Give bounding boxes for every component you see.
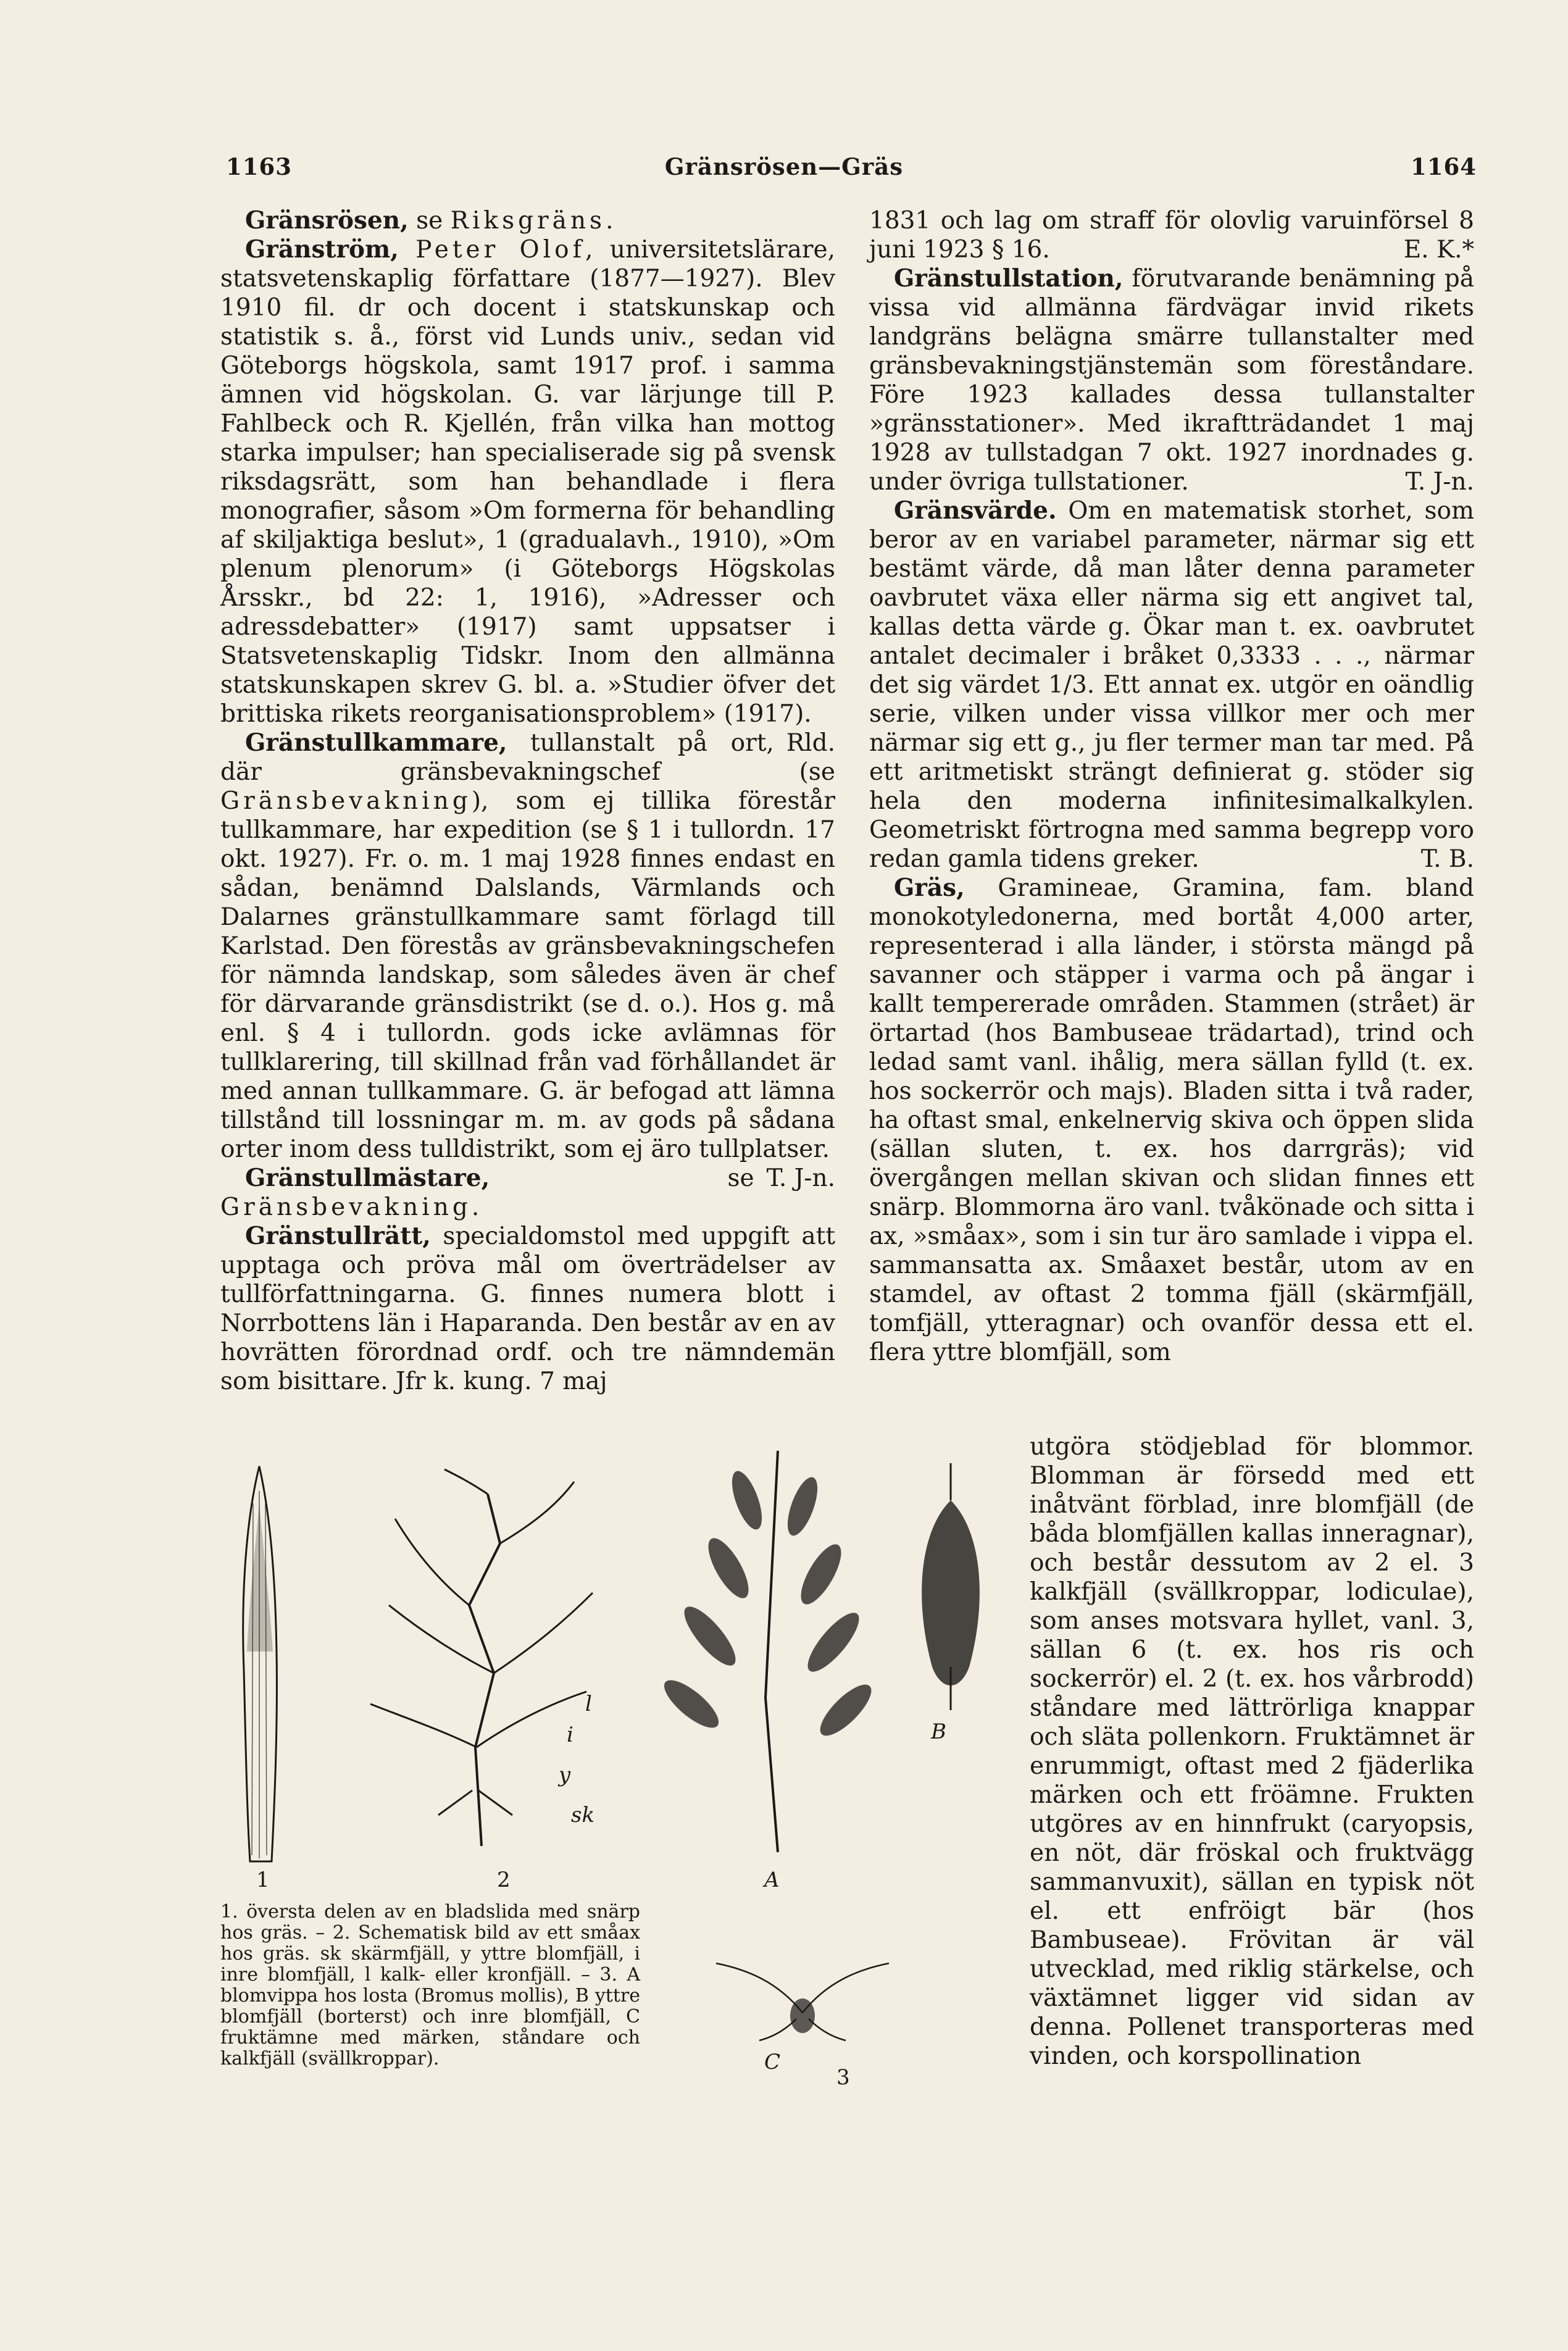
entry-text: förutvarande benämning på vissa vid allmänna färdvägar invid rikets landgräns belägna smärre tullanstalter med gränsbevakningstjänstemän som föreståndare. Före 1923 kallades dessa tullanstalter »gränsstationer». Med ikraftträdandet 1 maj 1928 av tullstadgan 7 okt. 1927 inordnades g. under övriga tullstationer. xyxy=(869,265,1474,496)
label-C: C xyxy=(764,2050,781,2074)
entry-text xyxy=(431,1222,443,1250)
entry-text: ), som ej tillika förestår tullkammare, har expedition (se § 1 i tullordn. 17 okt. 1927). Fr. o. m. 1 maj 1928 finnes endast en sådan, benämnd Dalslands, Värmlands och Dalarnes gränstullkammare samt förlagd till Karlstad. Den förestås av gränsbevakningschefen för nämnda landskap, som således även är chef för därvarande gränsdistrikt (se d. o.). Hos g. må enl. § 4 i tullordn. gods icke avlämnas för tullklarering, till skillnad från vad förhållandet är med annan tullkammare. G. är befogad att lämna tillstånd till lossningar m. m. av gods på sådana orter inom dess tulldistrikt, som ej äro tullplatser. xyxy=(220,787,835,1163)
entry-text xyxy=(1057,497,1069,525)
page-number-left: 1163 xyxy=(226,153,292,180)
entry-text: . xyxy=(606,207,614,235)
entry-text: se xyxy=(408,207,451,235)
entry-text xyxy=(1123,265,1132,293)
entry-text xyxy=(399,236,415,264)
floret-illustration xyxy=(895,1463,1006,1710)
spikelet-schematic-illustration xyxy=(346,1469,617,1852)
entry-term: Gränsvärde. xyxy=(894,496,1057,525)
entry-text: Gramineae, Gramina, fam. bland monokotyledonerna, med bortåt 4,000 arter, representerad i alla länder, i största mängd på savanner och stäpper i varma och på ängar i kallt tempererade områden. Stammen (strået) är örtartad (hos Bambuseae trädartad), trind och ledad samt vanl. ihålig, mera sällan fylld (t. ex. hos sockerrör och majs). Bladen sitta i två rader, ha oftast smal, enkelnervig skiva och öppen slida (sällan sluten, t. ex. hos darrgräs); vid övergången mellan skivan och slidan finnes ett snärp. Blommorna äro vanl. tvåkönade och sitta i ax, »småax», som i sin tur äro samlade i vippa el. sammansatta ax. Småaxet består, utom av en stamdel, av oftast 2 tomma fjäll (skärmfjäll, tomfjäll, ytteragnar) och ovanför dessa ett el. flera yttre blomfjäll, som xyxy=(869,874,1474,1366)
entry-term: Gränstullrätt, xyxy=(245,1222,431,1250)
figure-2-label: 2 xyxy=(497,1868,511,1892)
entry-term: Gränstullstation, xyxy=(894,264,1124,293)
entry-signature: Rld. xyxy=(786,729,835,757)
entry-text: se xyxy=(490,1164,754,1192)
entry-term: Gränstullmästare, xyxy=(245,1164,490,1192)
leaf-sheath-illustration xyxy=(222,1466,296,1861)
left-column xyxy=(220,206,835,1396)
label-B: B xyxy=(931,1719,946,1744)
entry-granstullmastare xyxy=(220,1164,835,1222)
entry-crossref: Riksgräns xyxy=(450,207,606,235)
ovary-illustration xyxy=(710,1945,895,2044)
entry-signature: E. K.* xyxy=(1403,236,1474,264)
label-A: A xyxy=(764,1868,780,1892)
entry-crossref: Gränsbevakning xyxy=(220,1193,472,1221)
label-y: y xyxy=(559,1763,571,1787)
entry-term: Gränström, xyxy=(245,235,399,264)
entry-text: Om en matematisk storhet, som beror av en variabel parameter, närmar sig ett bestämt värde, då man låter denna parameter oavbrutet växa eller närma sig ett angivet tal, kallas detta värde g. Ökar man t. ex. oavbrutet antalet decimaler i bråket 0,3333 . . ., närmar det sig värdet 1/3. Ett annat ex. utgör en oändlig serie, vilken under vissa villkor mer och mer närmar sig ett g., ju fler termer man tar med. På ett aritmetiskt strängt definierat g. stöder sig hela den moderna infinitesimalkalkylen. Geometriskt förtrogna med samma begrepp voro redan gamla tidens greker. xyxy=(869,497,1474,873)
figure-caption: 1. översta delen av en bladslida med snärp hos gräs. – 2. Schematisk bild av ett småax hos gräs. sk skärmfjäll, y yttre blomfjäll, i inre blomfjäll, l kalk- eller kronfjäll. – 3. A blomvippa hos losta (Bromus mollis), B yttre blomfjäll (borterst) och inre blomfjäll, C fruktämne med märken, ståndare och kalkfjäll (svällkroppar). xyxy=(220,1901,640,2069)
figure-1-label: 1 xyxy=(256,1868,270,1892)
entry-signature: T. J-n. xyxy=(1405,468,1474,496)
entry-text xyxy=(965,874,998,902)
label-sk: sk xyxy=(571,1803,595,1827)
label-l: l xyxy=(585,1692,592,1716)
figure-3-label: 3 xyxy=(836,2065,850,2090)
entry-signature: T. J-n. xyxy=(766,1164,835,1192)
entry-text: specialdomstol med uppgift att upptaga och pröva mål om överträdelser av tullförfattningarna. G. finnes numera blott i Norrbottens län i Haparanda. Den består av en av hovrätten förordnad ordf. och tre nämndemän som bisittare. Jfr k. kung. 7 maj xyxy=(220,1222,835,1395)
entry-crossref: Gränsbevakning xyxy=(220,787,472,815)
entry-term: Gränsrösen, xyxy=(245,206,409,235)
entry-granstullratt xyxy=(220,1222,835,1396)
label-i: i xyxy=(567,1723,573,1747)
entry-text: , universitetslärare, statsvetenskaplig författare (1877—1927). Blev 1910 fil. dr och docent i statskunskap och statistik s. å., först vid Lunds univ., sedan vid Göteborgs högskola, samt 1917 prof. i samma ämnen vid högskolan. G. var lärjunge till P. Fahlbeck och R. Kjellén, från vilka han mottog starka impulser; han specialiserade sig på svensk riksdagsrätt, som han behandlade i flera monografier, såsom »Om formerna för behandling af skiljaktiga beslut», 1 (gradualavh., 1910), »Om plenum plenorum» (i Göteborgs Högskolas Årsskr., bd 22: 1, 1916), »Adresser och adressdebatter» (1917) samt uppsatser i Statsvetenskaplig Tidskr. Inom den allmänna statskunskapen skrev G. bl. a. »Studier öfver det brittiska rikets reorganisationsproblem» (1917). xyxy=(220,236,835,728)
entry-name: Peter Olof xyxy=(415,236,586,264)
entry-continuation xyxy=(869,206,1474,264)
entry-text: 1831 och lag om straff för olovlig varuinförsel 8 juni 1923 § 16. xyxy=(869,207,1474,264)
gras-continuation: utgöra stödjeblad för blommor. Blomman är försedd med ett inåtvänt förblad, inre blomfjäll (de båda blomfjällen kallas inneragnar), och består dessutom av 2 el. 3 kalkfjäll (svällkroppar, lodiculae), som anses motsvara hyllet, vanl. 3, sällan 6 (t. ex. hos ris och sockerrör) el. 2 (t. ex. hos vårbrodd) ståndare med lättrörliga knappar och släta pollenkorn. Fruktämnet är enrummigt, oftast med 2 fjäderlika märken och ett fröämne. Frukten utgöres av en hinnfrukt (caryopsis, en nöt, där fröskal och fruktvägg sammanvuxit), sällan en typisk nöt el. ett enfröigt bär (hos Bambuseae). Frövitan är väl utvecklad, med riklig stärkelse, och växtämnet ligger vid sidan av denna. Pollenet transporteras med vinden, och korspollination xyxy=(1030,1433,1474,2070)
page-title: Gränsrösen—Gräs xyxy=(664,153,904,180)
page-number-right: 1164 xyxy=(1411,153,1477,180)
right-column xyxy=(869,206,1474,1367)
entry-term: Gränstullkammare, xyxy=(245,729,507,757)
entry-text: . xyxy=(471,1193,480,1221)
entry-granstullstation xyxy=(869,264,1474,496)
entry-text: tullanstalt på ort, där gränsbevakningschef (se xyxy=(220,729,835,786)
entry-term: Gräs, xyxy=(894,874,965,902)
panicle-illustration xyxy=(654,1451,877,1858)
entry-gras xyxy=(869,874,1474,1367)
entry-gransvarde xyxy=(869,496,1474,874)
entry-gransrosen xyxy=(220,206,835,235)
entry-signature: T. B. xyxy=(1420,845,1474,873)
